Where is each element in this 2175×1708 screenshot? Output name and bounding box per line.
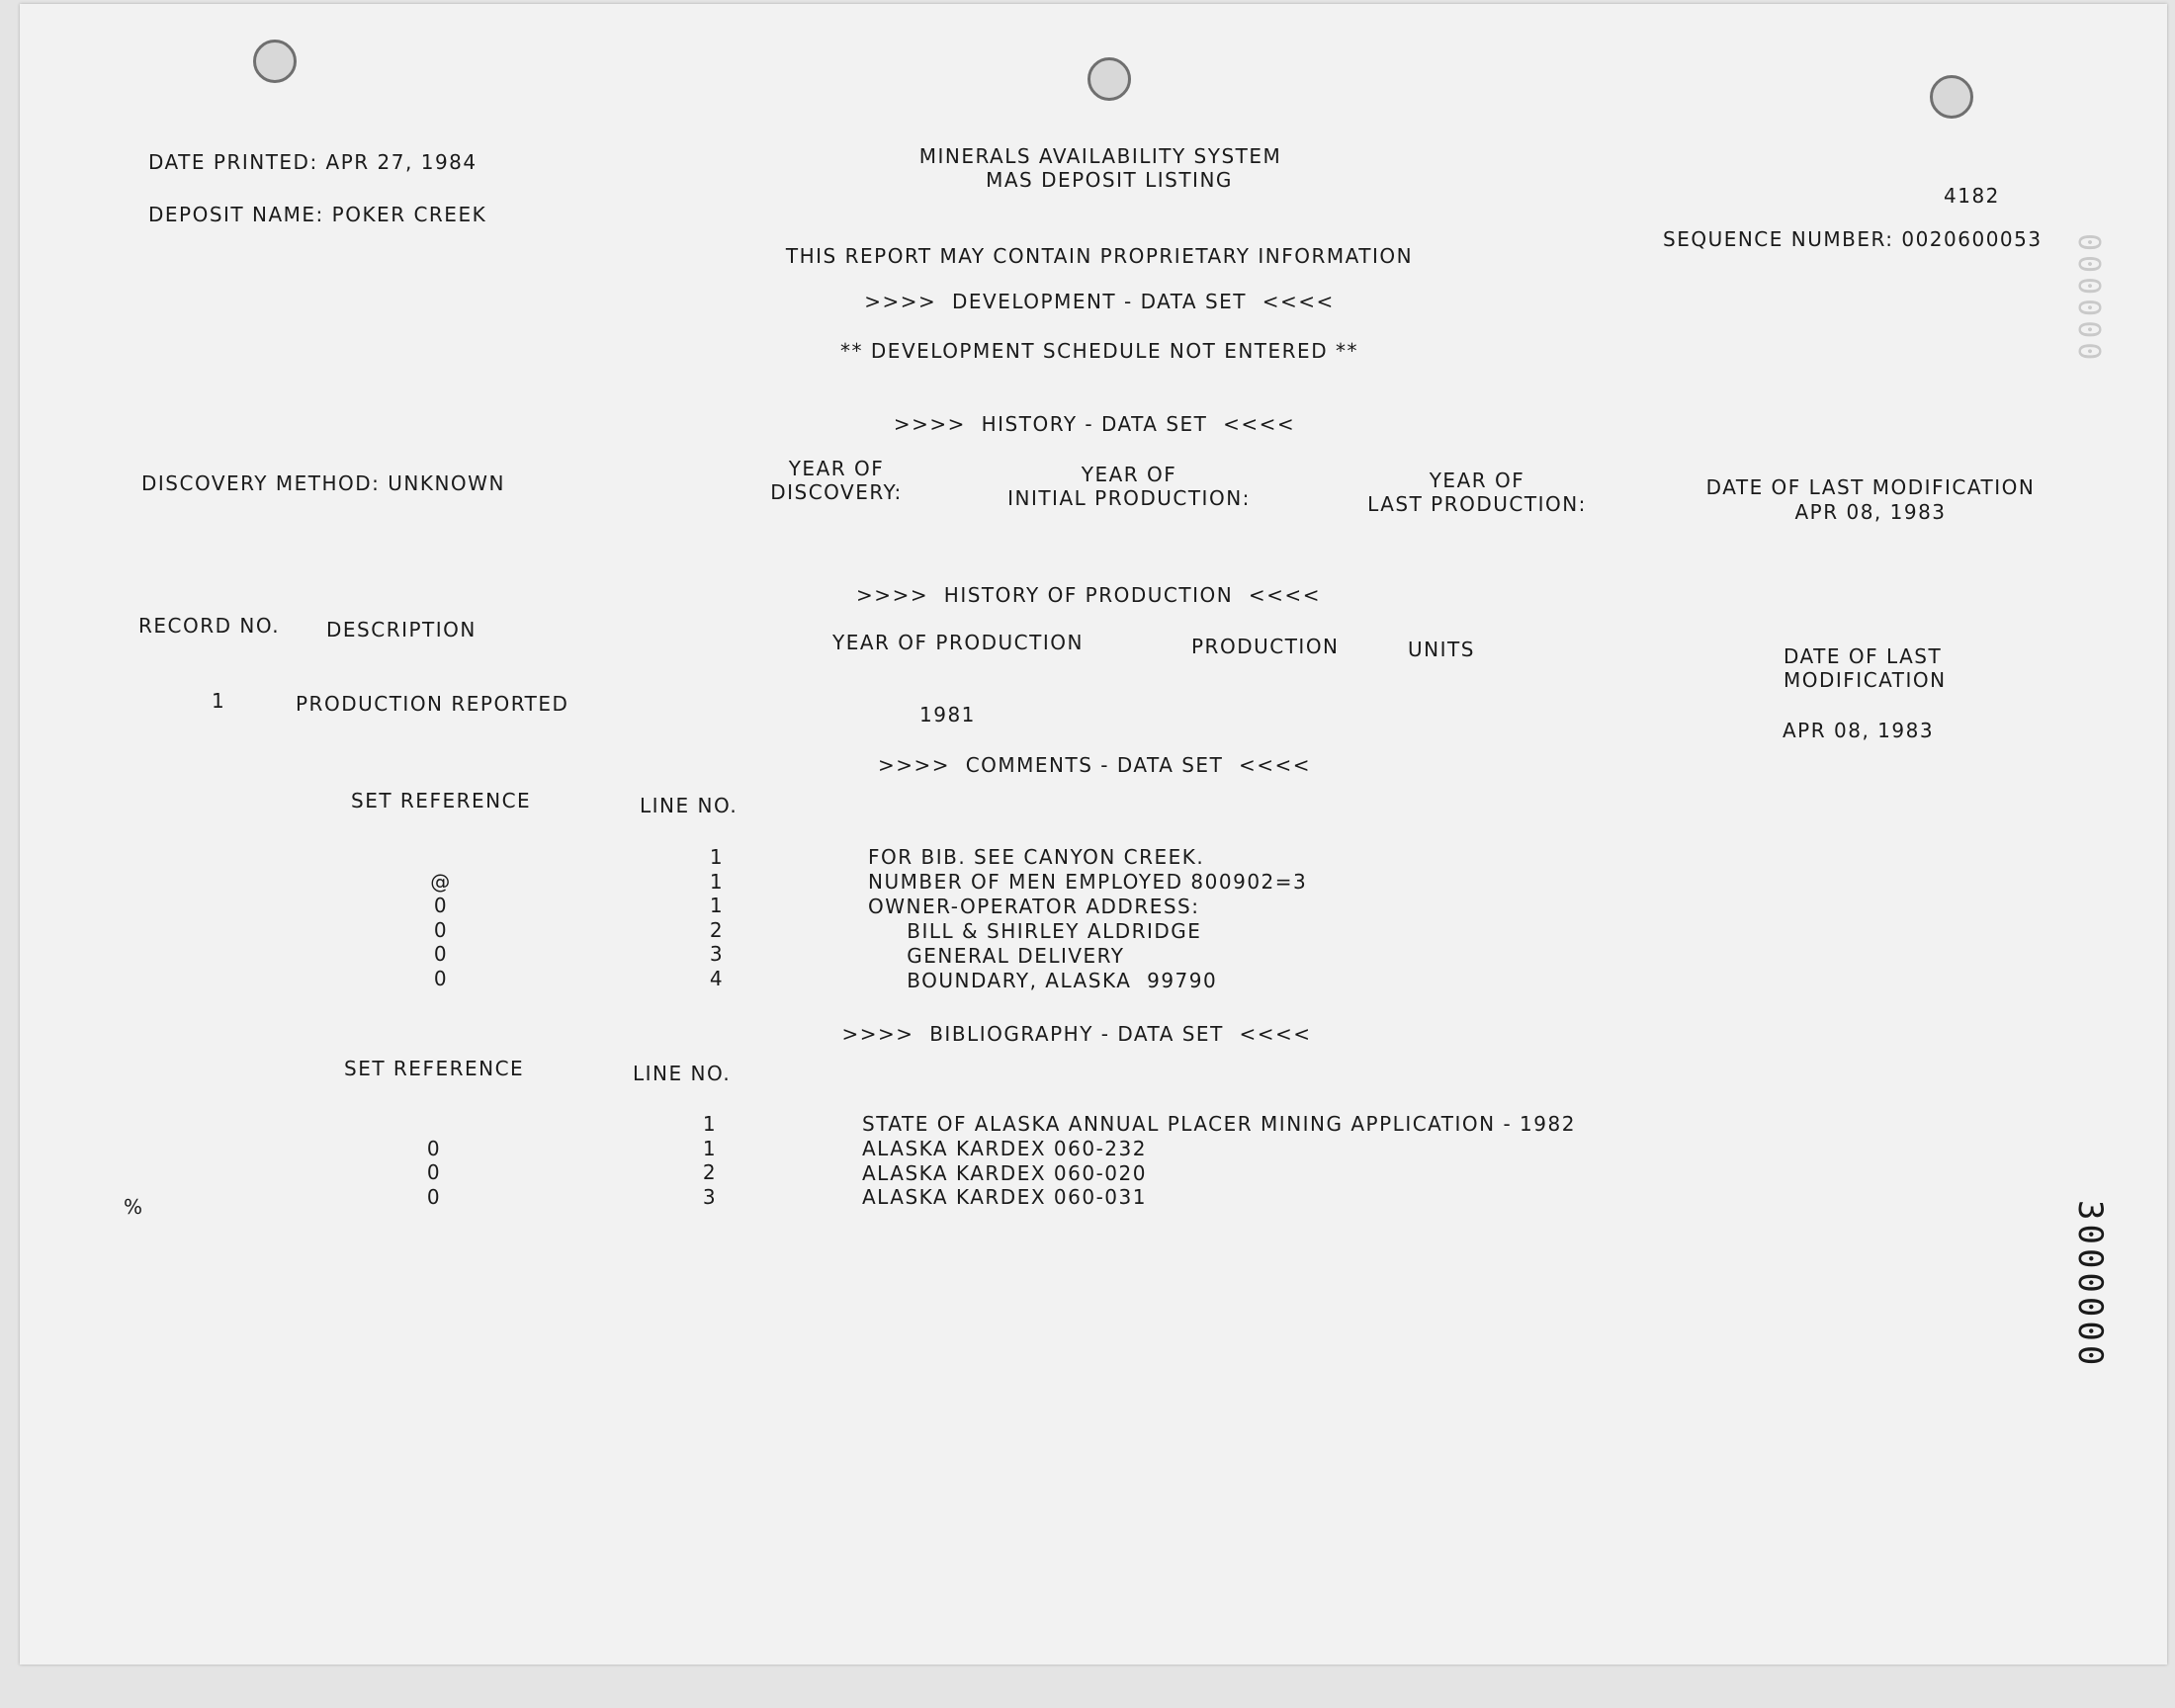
comment-row-set-reference: 0 [433,966,449,990]
col-last-modification: DATE OF LAST MODIFICATION [1784,644,1947,692]
comments-col-line-no: LINE NO. [640,794,739,817]
col-description: DESCRIPTION [326,618,477,641]
bibliography-row-set-reference: 0 [426,1184,442,1209]
bibliography-row-set-reference: 0 [426,1136,442,1160]
date-printed: DATE PRINTED: APR 27, 1984 [148,150,478,174]
comments-heading: >>>> COMMENTS - DATA SET <<<< [877,753,1312,777]
proprietary-notice: THIS REPORT MAY CONTAIN PROPRIETARY INFORMATION [785,244,1414,268]
sequence-number: SEQUENCE NUMBER: 0020600053 [1663,227,2043,251]
punch-hole [253,40,297,83]
bibliography-row-line-no: 1 [702,1112,718,1136]
bibliography-heading: >>>> BIBLIOGRAPHY - DATA SET <<<< [841,1022,1312,1046]
year-last-production-label: YEAR OF LAST PRODUCTION: [1367,469,1587,516]
punch-hole [1930,75,1973,119]
comment-row-line-no: 1 [709,845,725,869]
col-year-of-production: YEAR OF PRODUCTION [832,631,1084,654]
comment-row-set-reference: 0 [433,894,449,917]
bibliography-row-line-no: 3 [702,1184,718,1209]
bibliography-col-set-reference: SET REFERENCE [344,1057,525,1080]
last-modification-date: APR 08, 1983 [1794,500,1947,524]
col-production: PRODUCTION [1191,635,1340,658]
listing-title: MAS DEPOSIT LISTING [986,168,1233,192]
deposit-name: DEPOSIT NAME: POKER CREEK [148,203,487,226]
comment-row-text: NUMBER OF MEN EMPLOYED 800902=3 [868,870,1308,894]
bibliography-row-line-no: 1 [702,1136,718,1160]
comment-row-set-reference: @ [430,869,452,894]
margin-stamp-faint: 000000 [2071,233,2106,365]
col-units: UNITS [1408,638,1475,661]
comment-row-text: GENERAL DELIVERY [868,944,1125,968]
year-initial-production-label: YEAR OF INITIAL PRODUCTION: [1007,463,1251,510]
bibliography-row-line-no: 2 [702,1160,718,1184]
system-title: MINERALS AVAILABILITY SYSTEM [918,144,1282,168]
production-description: PRODUCTION REPORTED [296,692,569,716]
comment-row-line-no: 1 [709,894,725,917]
page-number: 4182 [1944,184,2000,208]
comment-row-line-no: 3 [709,942,725,966]
bibliography-row-text: ALASKA KARDEX 060-020 [862,1160,1147,1185]
bibliography-row-set-reference: 0 [426,1160,442,1184]
discovery-method: DISCOVERY METHOD: UNKNOWN [141,471,505,495]
bibliography-row-text: ALASKA KARDEX 060-232 [862,1136,1147,1160]
col-record-no: RECORD NO. [138,614,281,638]
comment-row-line-no: 1 [709,869,725,894]
margin-stamp: 3000000 [2070,1200,2110,1370]
comments-col-set-reference: SET REFERENCE [351,789,532,812]
bibliography-row-text: ALASKA KARDEX 060-031 [862,1185,1147,1210]
production-record-no: 1 [212,689,226,713]
comment-row-set-reference: 0 [433,917,449,942]
comment-row-text: BOUNDARY, ALASKA 99790 [868,969,1218,992]
production-heading: >>>> HISTORY OF PRODUCTION <<<< [856,583,1321,607]
comment-row-line-no: 2 [709,917,725,942]
production-last-mod: APR 08, 1983 [1783,719,1935,742]
development-heading: >>>> DEVELOPMENT - DATA SET <<<< [864,290,1335,313]
comment-row-text: FOR BIB. SEE CANYON CREEK. [868,845,1205,869]
bibliography-row-text: STATE OF ALASKA ANNUAL PLACER MINING APPLICATION - 1982 [862,1112,1576,1136]
history-heading: >>>> HISTORY - DATA SET <<<< [893,412,1296,436]
production-year: 1981 [919,703,976,726]
comment-row-line-no: 4 [709,966,725,990]
footer-mark: % [124,1195,144,1219]
comment-row-set-reference: 0 [433,942,449,966]
comment-row-text: BILL & SHIRLEY ALDRIDGE [868,919,1202,943]
development-note: ** DEVELOPMENT SCHEDULE NOT ENTERED ** [840,339,1358,363]
bibliography-col-line-no: LINE NO. [633,1062,732,1085]
last-modification-label: DATE OF LAST MODIFICATION [1705,475,2036,499]
comment-row-text: OWNER-OPERATOR ADDRESS: [868,895,1200,918]
punch-hole [1088,57,1131,101]
year-of-discovery-label: YEAR OF DISCOVERY: [770,457,903,504]
